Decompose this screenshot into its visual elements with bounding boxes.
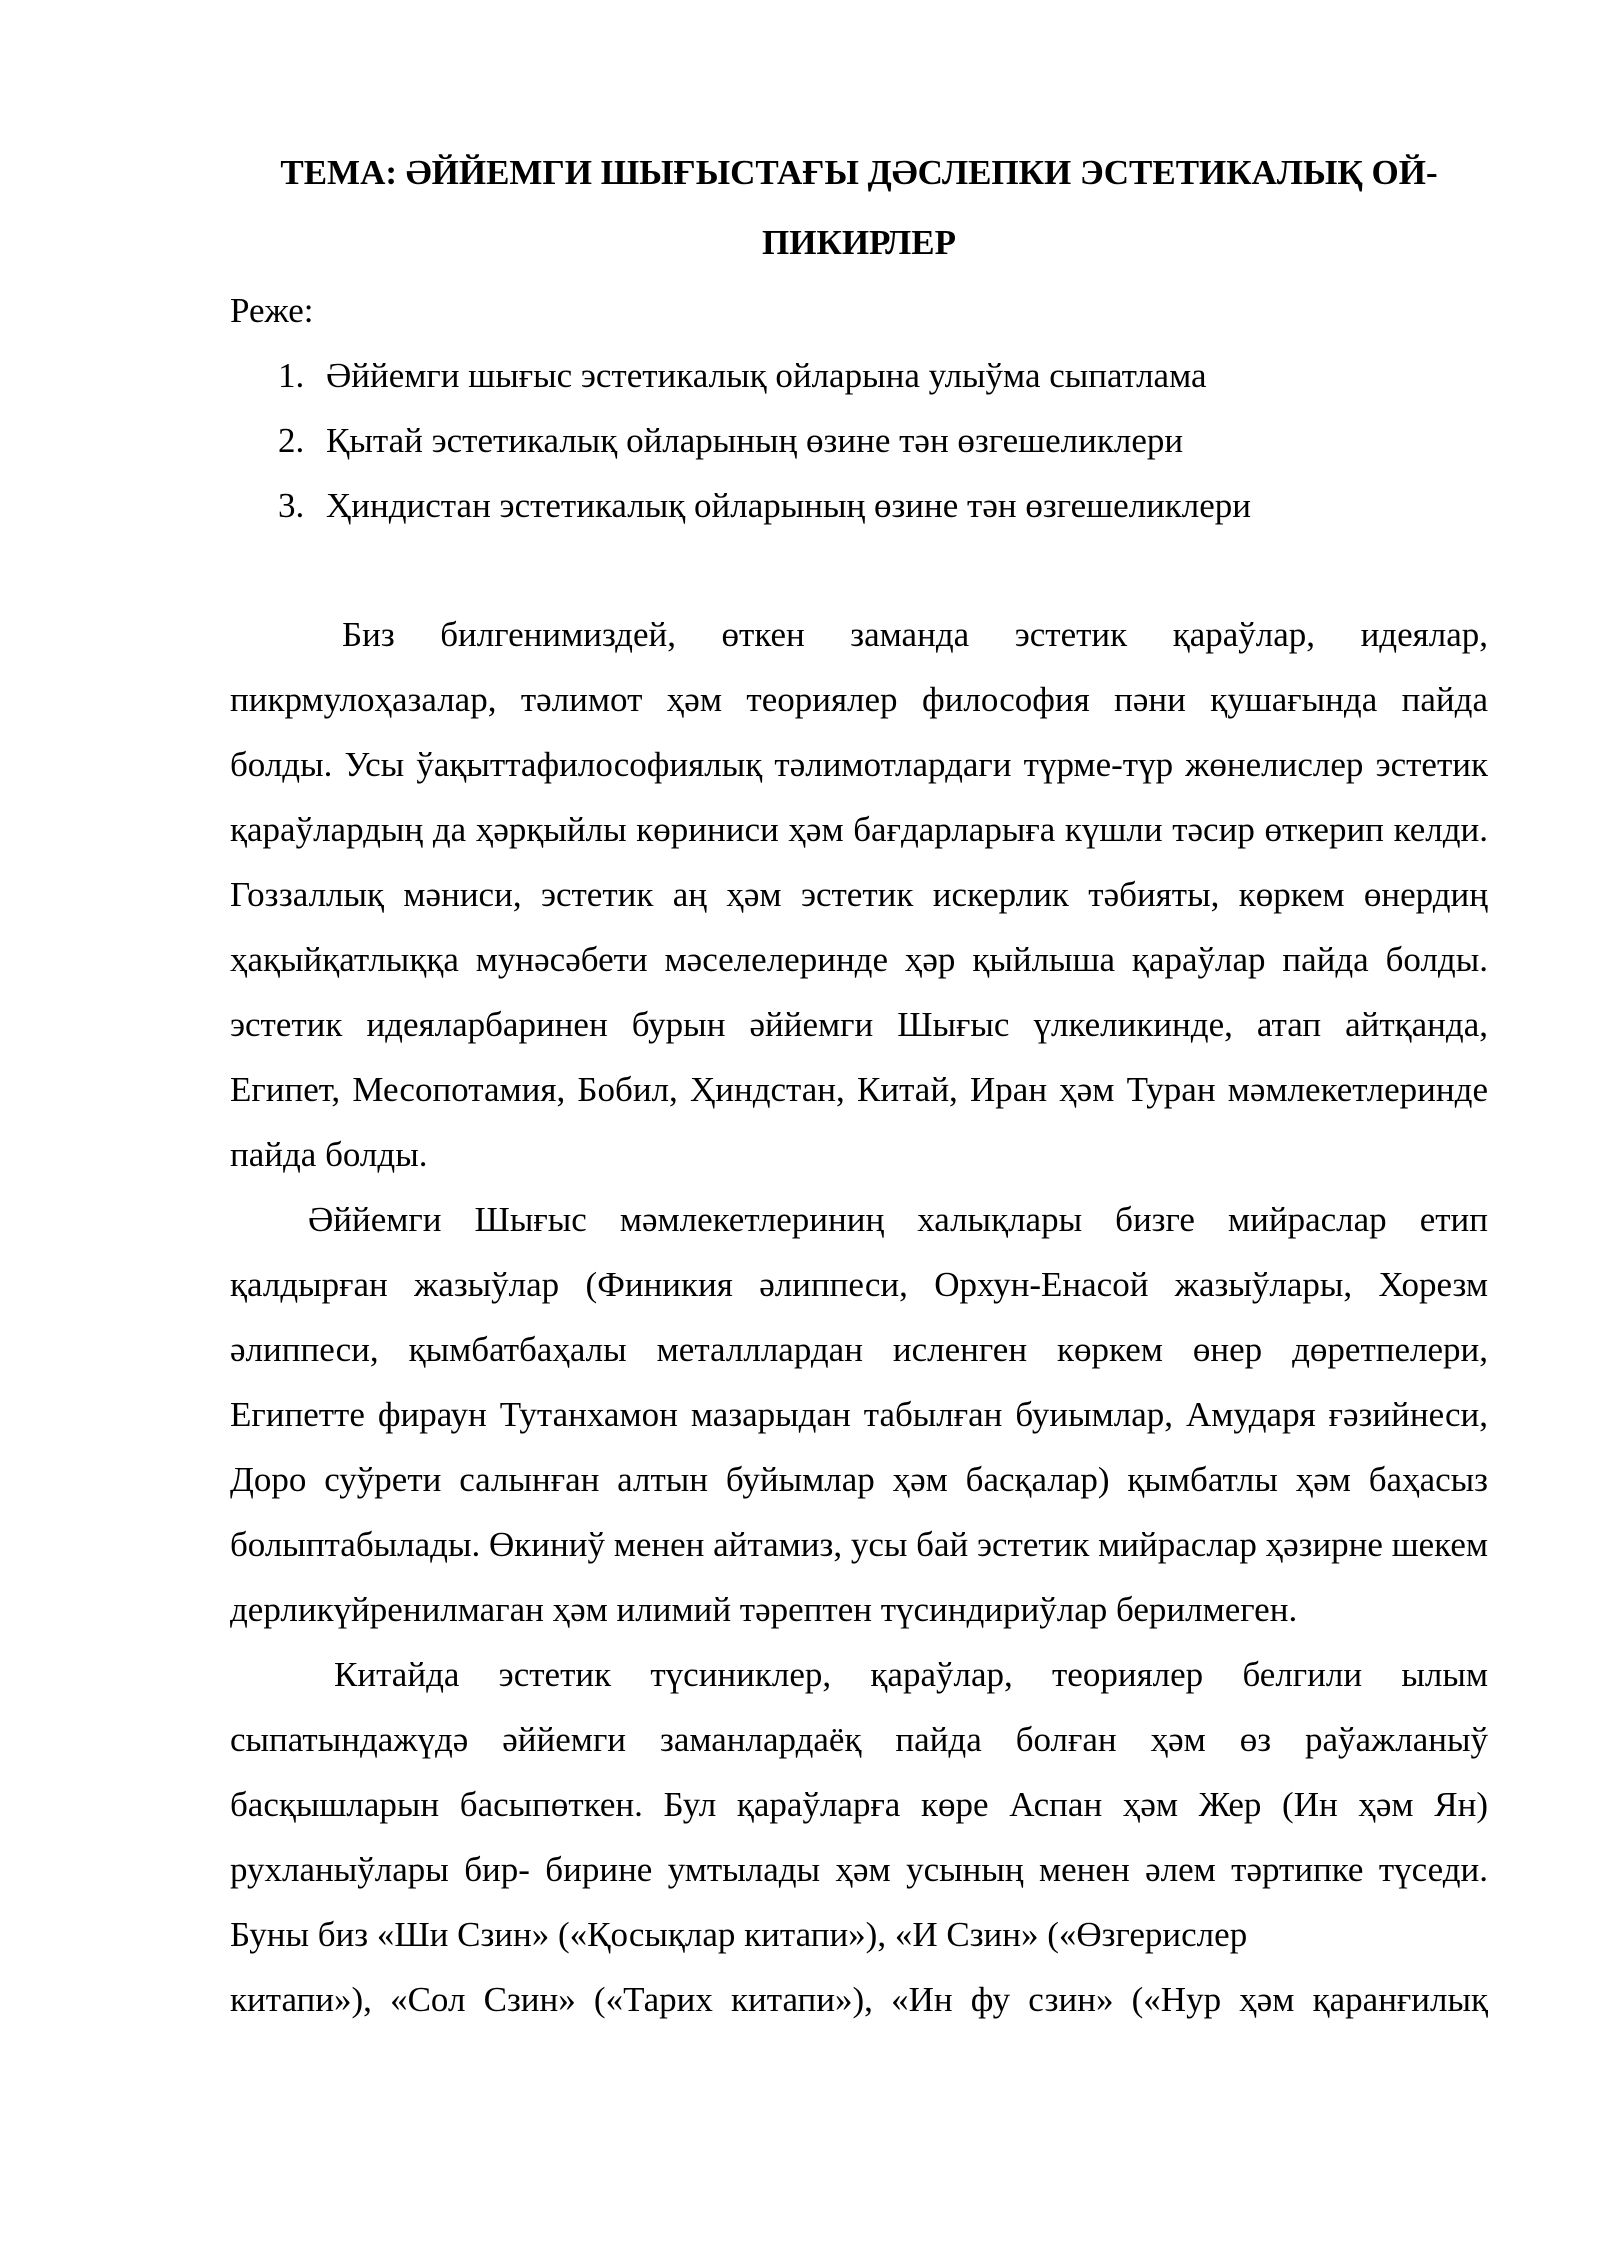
plan-item [278,473,1488,538]
plan-list [230,343,1488,538]
plan-item-number: 1. [278,356,305,395]
plan-item-number: 2. [278,421,305,460]
body-text [230,602,1488,2032]
plan-item-text: Қытай эстетикалық ойларының өзине тән өзгешеликлери [326,421,1184,460]
paragraph: Әййемги Шығыс мәмлекетлериниң халықлары бизге мийраслар етип қалдырған жазыўлар (Финикия әлиппеси, Орхун-Енасой жазыўлары, Хорезм әлиппеси, қымбатбаҳалы металллардан исленген көркем өнер дөретпелери, Египетте фираун Тутанхамон мазарыдан табылған буиымлар, Амударя ғәзийнеси, Доро суўрети салынған алтын буйымлар ҳәм басқалар) қымбатлы ҳәм баҳасыз болыптабылады. Өкиниў менен айтамиз, усы бай эстетик мийраслар ҳәзирне шекем дерликүйренилмаган ҳәм илимий тәрептен түсиндириўлар берилмеген. [230,1200,1488,1629]
plan-item-text: Ҳиндистан эстетикалық ойларының өзине тән өзгешеликлери [326,486,1252,525]
paragraph: Биз билгенимиздей, өткен заманда эстетик қараўлар, идеялар, пикрмулоҳазалар, тәлимот ҳәм теориялер философия пәни қушағында пайда болды. Усы ўақыттафилософиялық тәлимотлардаги түрме-түр жөнелислер эстетик қараўлардың да ҳәрқыйлы көриниси ҳәм бағдарларыға күшли тәсир өткерип келди. Гоззаллық мәниси, эстетик аң ҳәм эстетик искерлик тәбияты, көркем өнердиң ҳақыйқатлыққа мунәсәбети мәселелеринде ҳәр қыйлыша қараўлар пайда болды. эстетик идеяларбаринен бурын әййемги Шығыс үлкеликинде, атап айтқанда, Египет, Месопотамия, Бобил, Ҳиндстан, Китай, Иран ҳәм Туран мәмлекетлеринде пайда болды. [230,615,1488,1174]
document-title: ТЕМА: ӘЙЙЕМГИ ШЫҒЫСТАҒЫ ДӘСЛЕПКИ ЭСТЕТИКАЛЫҚ ОЙ-ПИКИРЛЕР [280,153,1438,262]
plan-label: Реже: [230,291,314,330]
plan-item [278,408,1488,473]
document-page [230,138,1488,2032]
paragraph: Китайда эстетик түсиниклер, қараўлар, теориялер белгили ылым сыпатындажүдә әййемги заманлардаёқ пайда болған ҳәм өз раўажланыў басқышларын басыпөткен. Бул қараўларға көре Аспан ҳәм Жер (Ин ҳәм Ян) рухланыўлары бир- бирине умтылады ҳәм усының менен әлем тәртипке түседи. Буны биз «Ши Сзин» («Қосықлар китапи»), «И Сзин» («Өзгерислер [230,1655,1488,1954]
plan-item-text: Әййемги шығыс эстетикалық ойларына улыўма сыпатлама [326,356,1207,395]
plan-item [278,343,1488,408]
paragraph: китапи»), «Сол Сзин» («Тарих китапи»), «Ин фу сзин» («Нур ҳәм қаранғилық [230,1980,1488,2019]
plan-item-number: 3. [278,486,305,525]
